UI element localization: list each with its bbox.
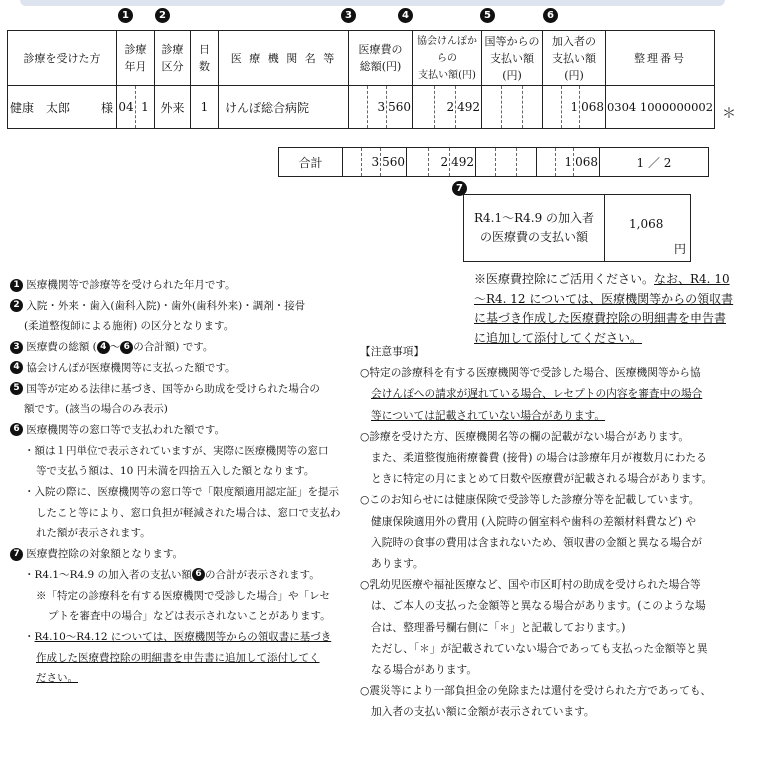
member-amount: 1 068 <box>543 86 606 129</box>
totals-label: 合計 <box>279 148 343 177</box>
marker-6: 6 <box>543 8 558 23</box>
header-days: 日 数 <box>191 31 219 86</box>
visit-category: 外来 <box>155 86 191 129</box>
kyokai-amount: 2 492 <box>413 86 482 129</box>
totals-total-amount: 3 560 <box>343 148 407 177</box>
header-category: 診療 区分 <box>155 31 191 86</box>
totals-table <box>278 147 709 177</box>
deduction-box <box>463 194 691 262</box>
marker-7: 7 <box>452 181 467 196</box>
totals-government-amount <box>476 148 537 177</box>
header-bar <box>20 0 725 6</box>
header-government: 国等からの 支払い額(円) <box>482 31 543 86</box>
marker-1: 1 <box>118 8 133 23</box>
deduction-amount: 1,068 <box>629 217 664 231</box>
visit-month: 04 1 <box>117 86 155 129</box>
table-header-row <box>8 31 715 86</box>
deduction-label: R4.1～R4.9 の加入者 の医療費の支払い額 <box>464 195 605 261</box>
header-ref-number: 整理番号 <box>606 31 715 86</box>
note-5: 5 国等が定める法律に基づき、国等から助成を受けられた場合の <box>10 379 345 400</box>
visit-days: 1 <box>191 86 219 129</box>
deduction-amount-cell <box>605 195 690 261</box>
ref-number: 0304 1000000002 <box>606 86 715 129</box>
header-total: 医療費の 総額(円) <box>349 31 413 86</box>
patient-name: 健康 太郎 様 <box>8 86 117 129</box>
page-indicator: 1 ／ 2 <box>600 148 709 177</box>
totals-row <box>279 148 709 177</box>
note-3: 3 医療費の総額 ( 4 ～ 6 の合計額) です。 <box>10 337 345 358</box>
header-month: 診療 年月 <box>117 31 155 86</box>
caution-notes: 【注意事項】 ○特定の診療科を有する医療機関等で受診した場合、医療機関等から協 会けんぽへの請求が遅れている場合、レセプトの内容を審査中の場合 等については記載されていない場合があります。 ○診療を受けた方、医療機関名等の欄の記載がない場合があります。 また、柔道整復施術療養費 (接骨) の場合は診療年月が複数月にわたる ときに特定の月にまとめて日数や医療費が記載される場合があります。 ○このお知らせには健康保険で受診等した診療分等を記載しています。 健康保険適用外の費用 (入院時の個室料や歯科の差額材料費など) や 入院時の食事の費用は含まれないため、領収書の金額と異なる場合が あります。 ○乳幼児医療や福祉医療など、国や市区町村の助成を受けられた場合等 は、ご本人の支払った金額等と異なる場合があります。(このような場 合は、整理番号欄右側に「＊」と記載しております。) ただし、「＊」が記載されていない場合であっても支払った金額等と異 なる場合があります。 ○震災等により一部負担金の免除または還付を受けられた方であっても、 加入者の支払い額に金額が表示されています。 <box>360 341 725 723</box>
asterisk-mark: ＊ <box>722 106 736 122</box>
institution-name: けんぽ総合病院 <box>219 86 349 129</box>
marker-5: 5 <box>480 8 495 23</box>
table-row <box>8 86 715 129</box>
totals-kyokai-amount: 2 492 <box>407 148 476 177</box>
marker-2: 2 <box>155 8 170 23</box>
marker-3: 3 <box>341 8 356 23</box>
note-4: 4 協会けんぽが医療機関等に支払った額です。 <box>10 358 345 379</box>
note-6: 6 医療機関等の窓口等で支払われた額です。 <box>10 420 345 441</box>
header-member: 加入者の 支払い額(円) <box>543 31 606 86</box>
note-7: 7 医療費控除の対象額となります。 <box>10 544 345 565</box>
header-kyokai: 協会けんぽからの 支払い額(円) <box>413 31 482 86</box>
total-amount: 3 560 <box>349 86 413 129</box>
medical-expense-table <box>7 30 715 129</box>
government-amount <box>482 86 543 129</box>
note-1: 1 医療機関等で診療等を受けられた年月です。 <box>10 275 345 296</box>
caution-title: 【注意事項】 <box>360 345 425 358</box>
marker-4: 4 <box>398 8 413 23</box>
deduction-note: ※医療費控除にご活用ください。なお、R4. 10 ～R4. 12 については、医療機関等からの領収書 に基づき作成した医療費控除の明細書を申告書 に追加して添付してください。 <box>474 272 734 345</box>
column-explanations: 1 医療機関等で診療等を受けられた年月です。 2 入院・外来・歯入(歯科入院)・歯外(歯科外来)・調剤・接骨 (柔道整復師による施術) の区分となります。 3 医療費の総額 ( 4 ～ 6 の合計額) です。 4 協会けんぽが医療機関等に支払った額です。 5 国等が定める法律に基づき、国等から助成を受けられた場合の 額です。(該当の場合のみ表示) 6 医療機関等の窓口等で支払われた額です。 ・額は１円単位で表示されていますが、実際に医療機関等の窓口 等で支払う額は、10 円未満を四捨五入した額となります。 ・入院の際に、医療機関等の窓口等で「限度額適用認定証」を提示 したこと等により、窓口負担が軽減された場合は、窓口で支払わ れた額が表示されます。 7 医療費控除の対象額となります。 ・R4.1～R4.9 の加入者の支払い額 6 の合計が表示されます。 ※「特定の診療科を有する医療機関で受診した場合」や「レセ プトを審査中の場合」などは表示されないことがあります。 ・R4.10～R4.12 については、医療機関等からの領収書に基づき 作成した医療費控除の明細書を申告書に追加して添付してく ださい。 <box>10 275 345 689</box>
header-patient: 診療を受けた方 <box>8 31 117 86</box>
header-institution: 医 療 機 関 名 等 <box>219 31 349 86</box>
note-2: 2 入院・外来・歯入(歯科入院)・歯外(歯科外来)・調剤・接骨 <box>10 296 345 317</box>
deduction-unit: 円 <box>673 242 686 256</box>
totals-member-amount: 1 068 <box>537 148 600 177</box>
